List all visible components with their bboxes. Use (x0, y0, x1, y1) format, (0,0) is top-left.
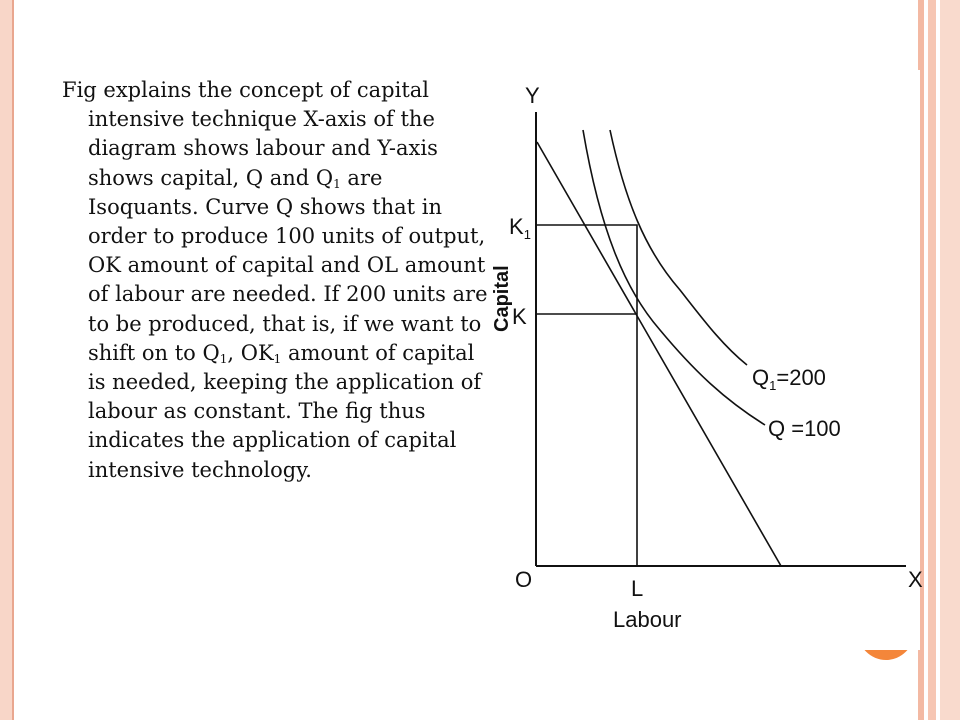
x-axis-letter: X (908, 567, 923, 592)
x-axis-title: Labour (613, 607, 682, 632)
subscript: 1 (333, 176, 341, 191)
subscript: 1 (273, 351, 282, 366)
y-axis-letter: Y (525, 83, 540, 108)
k-label: K (512, 304, 527, 329)
q-label: Q =100 (768, 416, 841, 441)
y-axis-title: Capital (491, 265, 513, 332)
subscript: 1 (219, 351, 228, 366)
text-part: are Isoquants. Curve Q shows that in order to produce 100 units of output, OK amount of capital and OL amount of labour are needed. If 200 units are to be produced, that is, if we want to shift on to Q (88, 165, 488, 365)
isocost-line (537, 142, 781, 566)
l-label: L (631, 576, 644, 601)
text-part: , OK (227, 340, 274, 365)
text-part: amount of capital is needed, keeping the application of labour as constant. The fig thus indicates the application of capital intensive technology. (88, 340, 482, 482)
q1-label: $Q_1=200$ (752, 365, 826, 393)
k1-label: $K_1$ (509, 214, 531, 242)
origin-label: O (515, 567, 533, 592)
isoquant-q1-curve (610, 130, 747, 365)
text-part: Fig explains the concept of capital intensive technique X-axis of the diagram shows labour and Y-axis shows capital, Q and Q (62, 78, 438, 190)
k1-guide-line (536, 225, 637, 566)
